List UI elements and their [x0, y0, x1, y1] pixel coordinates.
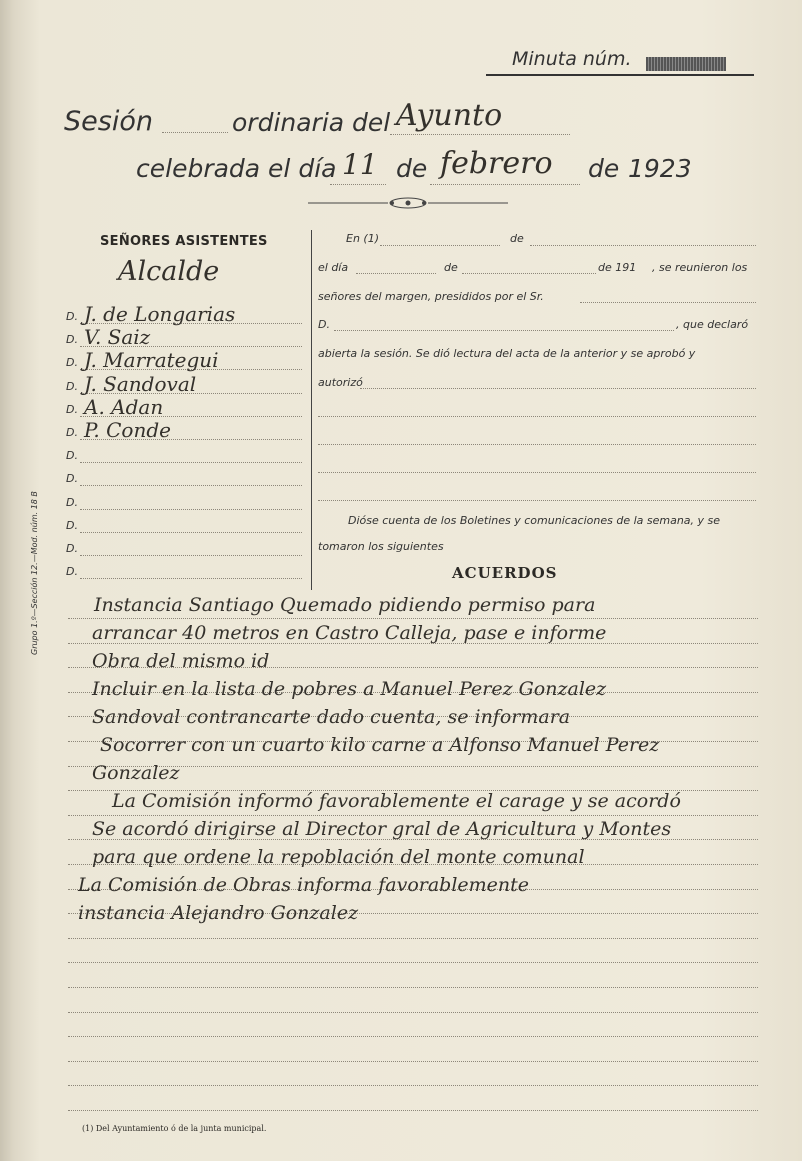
preamble-line4: abierta la sesión. Se dió lectura del acta de la anterior y se aprobó y	[318, 347, 696, 360]
attendees-heading: SEÑORES ASISTENTES	[100, 234, 268, 249]
preamble-declaro: , que declaró	[676, 318, 749, 331]
attendee-prefix: D.	[66, 356, 78, 370]
acuerdo-line: Gonzalez	[92, 762, 180, 784]
acuerdo-line: Socorrer con un cuarto kilo carne a Alfonso Manuel Perez	[100, 734, 660, 756]
mayor-label: Alcalde	[118, 256, 220, 287]
attendee-name: P. Conde	[84, 418, 171, 442]
acuerdo-line: Incluir en la lista de pobres a Manuel Perez Gonzalez	[92, 678, 607, 700]
attendee-name: J. de Longarias	[84, 302, 236, 326]
preamble-line2: señores del margen, presididos por el Sr.	[318, 290, 544, 303]
preamble-d: D.	[318, 318, 330, 331]
ruled-line	[68, 938, 758, 939]
footnote: (1) Del Ayuntamiento ó de la junta municipal.	[82, 1124, 267, 1133]
month-value: febrero	[440, 146, 553, 181]
acuerdo-line: arrancar 40 metros en Castro Calleja, pase e informe	[92, 622, 607, 644]
preamble-de-191: de 191	[598, 261, 637, 274]
sesion-label: Sesión	[64, 106, 153, 137]
preamble-reunieron: , se reunieron los	[652, 261, 748, 274]
attendee-prefix: D.	[66, 402, 78, 416]
preamble-boletines-2: tomaron los siguientes	[318, 540, 444, 553]
acuerdo-line: Sandoval contrancarte dado cuenta, se informara	[92, 706, 571, 728]
preamble-de-a: de	[444, 261, 458, 274]
redacted-number	[646, 53, 726, 72]
attendee-prefix: D.	[66, 542, 78, 555]
ruled-line	[68, 618, 758, 619]
attendee-prefix: D.	[66, 310, 78, 323]
attendee-prefix: D.	[66, 333, 78, 347]
ordinaria-label: ordinaria del	[232, 108, 391, 137]
day-value: 11	[342, 148, 378, 181]
celebrada-label: celebrada el día	[136, 154, 337, 183]
ruled-line	[68, 1012, 758, 1013]
acuerdo-line: Instancia Santiago Quemado pidiendo permiso para	[94, 594, 596, 616]
column-divider	[311, 230, 312, 590]
acuerdo-line: instancia Alejandro Gonzalez	[78, 902, 359, 924]
ruled-line	[68, 987, 758, 988]
preamble-boletines-1: Dióse cuenta de los Boletines y comunicaciones de la semana, y se	[348, 514, 721, 527]
preamble-en: En (1)	[346, 232, 379, 245]
de-label-2: de	[588, 154, 620, 183]
attendee-name: V. Saiz	[84, 325, 151, 350]
acuerdos-heading: ACUERDOS	[452, 564, 558, 582]
ornament-divider	[308, 196, 508, 210]
attendee-prefix: D.	[66, 518, 78, 532]
attendee-prefix: D.	[66, 565, 78, 579]
attendee-name: J. Sandoval	[84, 371, 197, 396]
attendee-prefix: D.	[66, 495, 78, 509]
ruled-line	[68, 1110, 758, 1111]
attendee-name: A. Adan	[84, 394, 164, 419]
acuerdo-line: La Comisión informó favorablemente el carage y se acordó	[112, 790, 681, 812]
ruled-line	[68, 815, 758, 816]
acuerdo-line: Obra del mismo id	[92, 650, 270, 672]
preamble-el-dia: el día	[318, 261, 349, 274]
minuta-label: Minuta núm.	[512, 48, 632, 70]
acuerdo-line: para que ordene la repoblación del monte comunal	[92, 846, 585, 868]
year-value: 1923	[628, 154, 692, 183]
attendee-prefix: D.	[66, 449, 78, 463]
preamble-autorizo: autorizó	[318, 376, 363, 389]
attendee-prefix: D.	[66, 472, 78, 486]
ruled-line	[68, 1061, 758, 1062]
attendee-prefix: D.	[66, 426, 78, 439]
ordinaria-hand: Ayunto	[396, 98, 503, 133]
acuerdo-line: Se acordó dirigirse al Director gral de Agricultura y Montes	[92, 818, 672, 840]
ruled-line	[68, 962, 758, 963]
attendee-name: J. Marrategui	[84, 348, 219, 373]
side-form-code: Grupo 1.º—Sección 12.—Mod. núm. 18 B	[30, 491, 39, 655]
ruled-line	[68, 1036, 758, 1037]
preamble-de: de	[510, 232, 524, 245]
attendee-prefix: D.	[66, 379, 78, 393]
acuerdo-line: La Comisión de Obras informa favorablemente	[78, 874, 530, 896]
ruled-line	[68, 1085, 758, 1086]
minuta-rule	[486, 74, 754, 76]
de-label-1: de	[396, 154, 428, 183]
